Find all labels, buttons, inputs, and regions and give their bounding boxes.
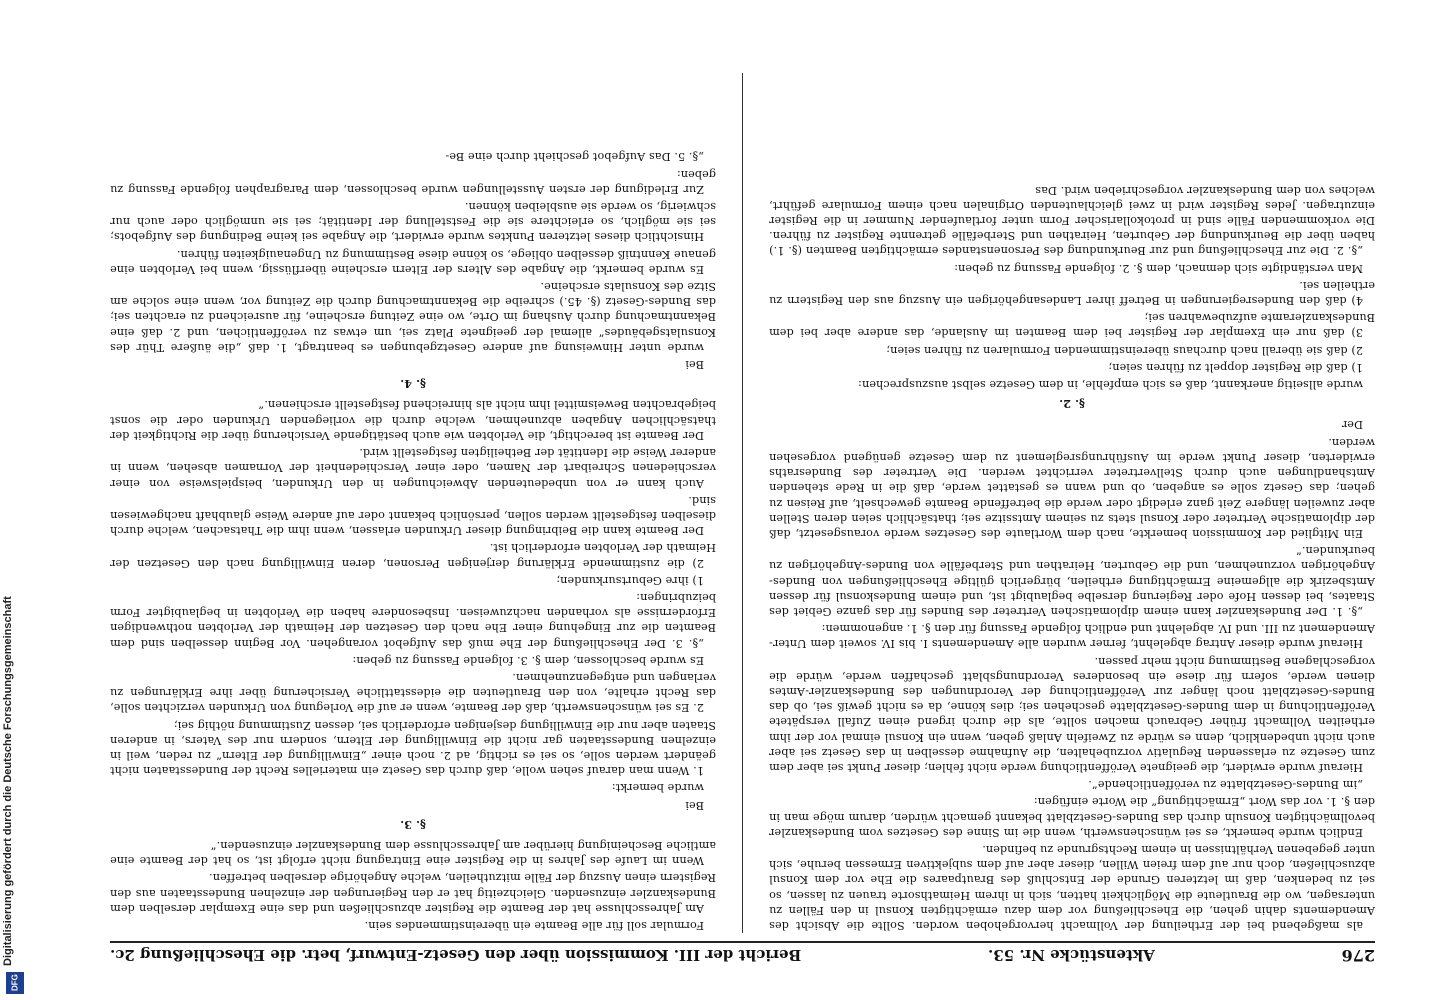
- paragraph: Bei: [685, 798, 704, 812]
- report-title: Bericht der III. Kommission über den Gesetz-Entwurf, betr. die Eheschließung 2c.: [110, 946, 802, 964]
- rotated-document: [110, 60, 1375, 965]
- paragraph: Der: [1341, 418, 1363, 432]
- paragraph: 3) daß nur ein Exemplar der Register bei dem Beamten im Auslande, das andere aber bei dem Bundeskanzleramte aufzubewahren sei;: [769, 311, 1375, 340]
- section-heading: §. 2.: [1059, 397, 1085, 412]
- paragraph: Endlich wurde bemerkt, es sei wünschenswerth, wenn die im Sinne des Gesetzes vom Bundeskanzler bevollmächtigten Konsuln durch das Bundes-Gesetzblatt bekannt gemacht würden, darum möge man in den §. 1. vor das Wort „Ermächtigung“ die Worte einfügen:: [769, 795, 1375, 839]
- paragraph: 4) daß den Bundesregierungen in Betreff ihrer Landesangehörigen ein Auszug aus den Registern zu ertheilen sei.: [769, 278, 1375, 308]
- paragraph: Bei: [685, 358, 704, 372]
- paragraph: „§. 5. Das Aufgebot geschieht durch eine Be-: [445, 150, 704, 164]
- paragraph: 2) daß sie überall nach durchaus übereinstimmenden Formularen zu führen seien;: [886, 343, 1363, 357]
- paragraph: wurde unter Hinweisung auf andere Gesetzgebungen es beantragt, 1. daß „die äußere Thür des Konsulatsgebäudes“ allemal der geeignete Platz sei, um etwas zu veröffentlichen, und 2. daß eine Bekanntmachung durch Aushang im Orte, wo eine Zeitung erscheine, für ausreichend zu erachten sei; das Bundes-Gesetz (§. 45.) schreibe die Bekanntmachung durch die Zeitung vor, wenn eine solche am Sitze des Konsulats erscheine.: [110, 280, 716, 354]
- paragraph: Es wurde beschlossen, dem §. 3. folgende Fassung zu geben:: [352, 653, 704, 667]
- digitization-credit: [2, 40, 26, 1000]
- paragraph: Der Beamte kann die Beibringung dieser Urkunden erlassen, wenn ihm die Thatsachen, welche durch dieselben festgestellt werden sollen, persönlich bekannt oder auf andere Weise glaubhaft nachgewiesen sind.: [110, 493, 716, 538]
- paragraph: 1) daß die Register doppelt zu führen seien;: [1108, 360, 1363, 374]
- paragraph: Der Beamte ist berechtigt, die Verlobten wie auch bestätigende Versicherung über die Richtigkeit der thatsächlichen Angaben abzunehmen, welche durch die vorliegenden Urkunden oder die sonst beigebrachten Beweismittel ihm nicht als hinreichend festgestellt erschienen.“: [110, 398, 716, 442]
- paragraph: Am Jahresschlusse hat der Beamte die Register abzuschließen und das eine Exemplar derselben dem Bundeskanzler einzusenden. Gleichzeitig hat er den Regierungen der einzelnen Bundesstaaten aus den Registern einen Auszug der Fälle mitzutheilen, welche Angehörige derselben betreffen.: [110, 871, 716, 915]
- paragraph: Formular soll für alle Beamte ein übereinstimmendes sein.: [364, 919, 704, 932]
- credit-text: Digitalisierung gefördert durch die Deutsche Forschungsgemeinschaft: [2, 596, 14, 966]
- paragraph: 2. Es sei wünschenswerth, daß der Beamte, wenn er auf die Vorlegung von Urkunden verzichten solle, das Recht erhalte, von den Brautleuten die eidesstattliche Versicherung über ihre Erklärungen zu verlangen und entgegenzunehmen.: [110, 670, 716, 715]
- paragraph: „§. 1. Der Bundeskanzler kann einem diplomatischen Vertreter des Bundes für das ganze Gebiet des Staates, bei dessen Hofe oder Regierung derselbe beglaubigt ist, und einem Bundeskonsul für dessen Amtsbezirk die allgemeine Ermächtigung ertheilen, bürgerlich gültige Eheschließungen von Bundes-Angehörigen vorzunehmen, und die Geburten, Heirathen und Sterbefälle von Bundes-Angehörigen zu beurkunden.“: [769, 544, 1375, 618]
- paragraph: Ein Mitglied der Kommission bemerkte, nach dem Wortlaute des Gesetzes werde vorausgesetzt, daß der diplomatische Vertreter oder Konsul stets zu seinem Amtssitze sei; thatsächlich seien deren Stellen aber zuweilen längere Zeit ganz erledigt oder werde die betreffende Beamte gewechselt, auf Reisen zu gehen; das Gesetz solle es angeben, ob und wann es gestattet werde, daß die in Rede stehenden Amtshandlungen auch durch Stellvertreter verrichtet werden. Die Vertreter des Bundesraths erwiderten, dieser Punkt werde im Ausführungsreglement zu dem Gesetze genügend vorgesehen werden.: [769, 435, 1375, 540]
- paragraph: wurde allseitig anerkannt, daß es sich empfehle, in dem Gesetze selbst auszusprechen:: [858, 378, 1363, 392]
- paragraph: wurde bemerkt:: [611, 781, 704, 795]
- text-columns: [110, 73, 1375, 933]
- section-heading: §. 4.: [400, 377, 426, 392]
- paragraph: Hierauf wurde dieser Antrag abgelehnt, ferner wurden alle Amendements I. bis IV. soweit dem Unter-Amendement zu III. und IV. abgelehnt und endlich folgende Fassung für den §. 1. angenommen:: [769, 622, 1375, 651]
- page-header: [110, 941, 1375, 965]
- paragraph: „§. 2. Die zur Eheschließung und zur Beurkundung des Personenstandes ermächtigten Beamten (§. 1.) haben über die Beurkundung der Geburten, Heirathen und Sterbefälle getrennte Register zu führen. Die vorkommenden Fälle sind in protokollarischer Form unter fortlaufender Nummer in die Register einzutragen. Jedes Register wird in zwei gleichlautenden Originalen nach einem Formulare geführt, welches von dem Bundeskanzler vorgeschrieben wird. Das: [769, 183, 1375, 258]
- column-divider: [742, 73, 743, 933]
- paragraph: Hinsichtlich dieses letzteren Punktes wurde erwidert, die Angabe sei keine Bedingung des Aufgebots; sei sie möglich, so erleichtere sie die Feststellung der Identität; sei sie unmöglich oder auch nur schwierig, so werde sie ausbleiben können.: [110, 200, 716, 244]
- paragraph: Hierauf wurde erwidert, die geeignete Veröffentlichung werde nicht fehlen; dieser Punkt sei aber dem zum Gesetze zu erlassenden Regulativ vorzubehalten, die Aufnahme desselben in das Gesetz sei aber auch nicht unbedenklich, denn es würde zu Zweifeln Anlaß geben, wenn ein Konsul einmal vor der ihm ertheilten Vollmacht früher Gebrauch machen sollte, als die durch irgend einen Zufall verspätete Veröffentlichung in dem Bundes-Gesetzblatte geschehen sei; dies könne, da es nicht gewiß sei, ob das Bundes-Gesetzblatt noch länger zur Veröffentlichung der Verordnungen des Bundeskanzler-Amtes dienen werde, sofern für diese ein besonderes Verordnungsblatt geschaffen werde, würde die vorgeschlagene Bestimmung nicht mehr passen.: [769, 654, 1375, 774]
- section-heading: §. 3.: [400, 817, 426, 832]
- page-number: 276: [1341, 946, 1375, 965]
- paragraph: „§. 3. Der Eheschließung der Ehe muß das Aufgebot vorangehen. Vor Beginn desselben sind dem Beamten die zur Eingehung einer Ehe nach den Gesetzen der Heimath der Verlobten nothwendigen Erfordernisse als vorhanden nachzuweisen. Insbesondere haben die Verlobten in beglaubigter Form beizubringen:: [110, 590, 716, 650]
- paragraph: Auch kann er von unbedeutenden Abweichungen in den Urkunden, beispielsweise von einer verschiedenen Schreibart der Namen, oder einer Verschiedenheit der Vornamen absehen, wenn in anderer Weise die Identität der Betheiligten festgestellt wird.: [110, 446, 716, 490]
- paragraph: als maßgebend bei der Ertheilung der Vollmacht hervorgehoben worden. Sollte die Absicht des Amendements dahin gehen, die Eheschließung vor dem dazu ermächtigten Konsul in den Fällen zu untersagen, wo die Brautleute die Möglichkeit hatten, sich in ihrem Heimathsorte trauen zu lassen, so sei zu bedenken, daß im letzteren Grunde der Entschluß des Brautpaares die Ehe vor dem Konsul abzuschließen, doch nur auf dem freien Willen, dieser aber auf dem subjektiven Ermessen beruhe, sich unter gegebenen Verhältnissen in einem Rechtsgrunde zu befinden.: [769, 842, 1375, 932]
- paragraph: „im Bundes-Gesetzblatte zu veröffentlichende“.: [1088, 778, 1363, 792]
- paragraph: Zur Erledigung der ersten Ausstellungen wurde beschlossen, dem Paragraphen folgende Fassung zu geben:: [110, 167, 716, 196]
- left-column: [769, 73, 1375, 933]
- dfg-logo-icon: DFG: [6, 972, 24, 994]
- document-title: Aktenstücke Nr. 53.: [988, 946, 1155, 964]
- paragraph: 1. Wenn man darauf sehen wolle, daß durch das Gesetz ein materielles Recht der Bundesstaaten nicht geändert werden solle, so sei es richtig, ad 2. noch einer „Einwilligung der Eltern“ zu reden, weil in einzelnen Bundesstaaten gar nicht die Einwilligung der Eltern, sondern nur des Vaters, in anderen Staaten aber nur die Einwilligung desjenigen erforderlich sei, dessen Zustimmung nöthig sei;: [110, 718, 716, 778]
- paragraph: Man verständigte sich demnach, dem §. 2. folgende Fassung zu geben:: [954, 261, 1363, 275]
- paragraph: 1) ihre Geburtsurkunden;: [556, 573, 704, 587]
- paragraph: Es wurde bemerkt, die Angabe des Alters der Eltern erscheine überflüssig, wenn bei Verlobten eine genaue Kenntniß desselben obliege, so könne diese Bestimmung zu Ungenauigkeiten führen.: [110, 247, 716, 276]
- paragraph: Wenn im Laufe des Jahres in die Register eine Eintragung nicht erfolgt ist, so hat der Beamte eine amtliche Bescheinigung hierüber am Jahresschlusse dem Bundeskanzler einzusenden.“: [110, 838, 716, 868]
- paragraph: 2) die zustimmende Erklärung derjenigen Personen, deren Einwilligung nach den Gesetzen der Heimath der Verlobten erforderlich ist.: [110, 541, 716, 570]
- right-column: [110, 73, 716, 933]
